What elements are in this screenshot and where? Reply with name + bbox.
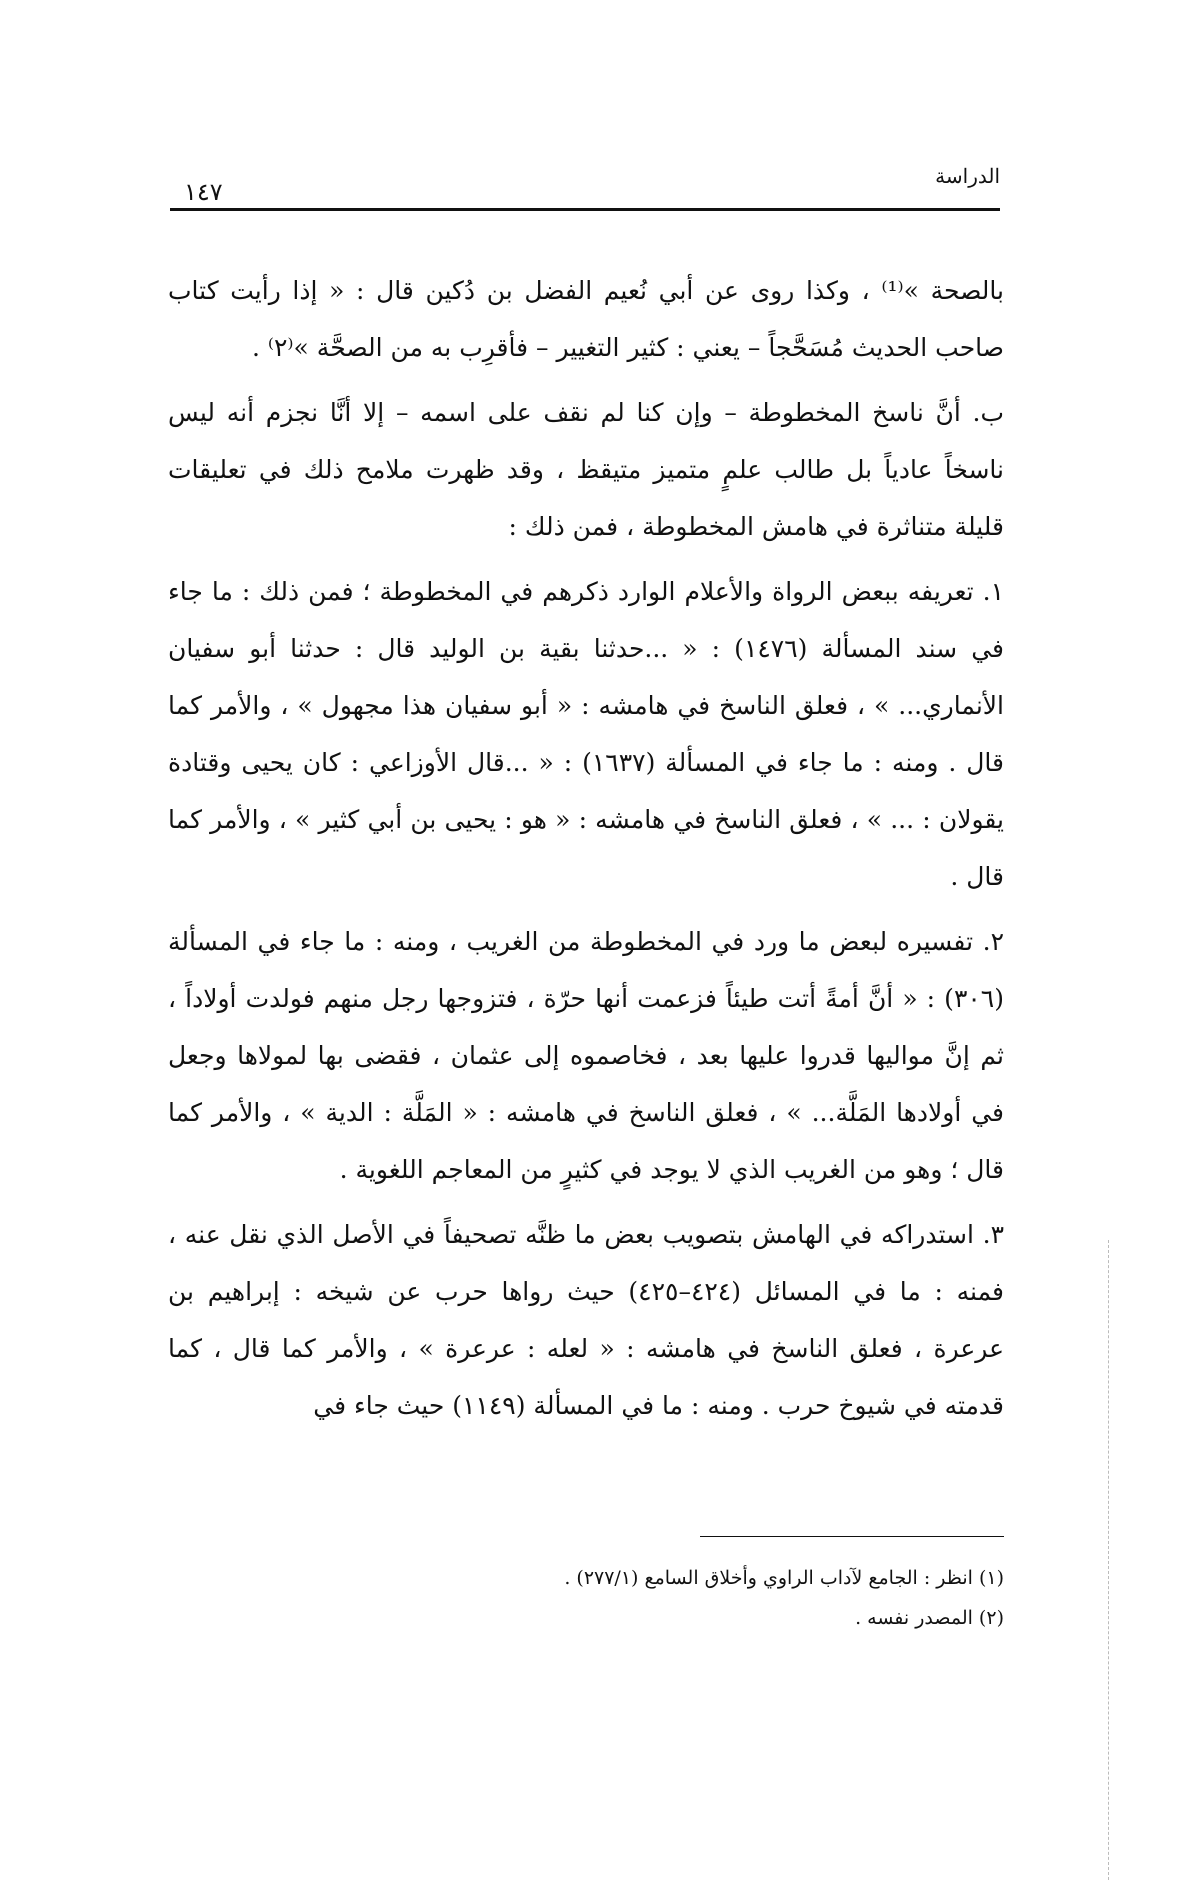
header-divider — [170, 208, 1000, 211]
paragraph-3: ١. تعريفه ببعض الرواة والأعلام الوارد ذكرهم في المخطوطة ؛ فمن ذلك : ما جاء في سند المسألة (١٤٧٦) : « ...حدثنا بقية بن الوليد قال : حدثنا أبو سفيان الأنماري... » ، فعلق الناسخ في هامشه : « أبو سفيان هذا مجهول » ، والأمر كما قال . ومنه : ما جاء في المسألة (١٦٣٧) : « ...قال الأوزاعي : كان يحيى وقتادة يقولان : ... » ، فعلق الناسخ في هامشه : « هو : يحيى بن أبي كثير » ، والأمر كما قال . — [168, 577, 1004, 891]
footnote-2: (٢) المصدر نفسه . — [855, 1607, 1004, 1629]
paragraph-2: ب. أنَّ ناسخ المخطوطة – وإن كنا لم نقف على اسمه – إلا أنَّا نجزم أنه ليس ناسخاً عادياً بل طالب علمٍ متميز متيقظ ، وقد ظهرت ملامح ذلك في تعليقات قليلة متناثرة في هامش المخطوطة ، فمن ذلك : — [168, 398, 1004, 541]
paragraph-5: ٣. استدراكه في الهامش بتصويب بعض ما ظنَّه تصحيفاً في الأصل الذي نقل عنه ، فمنه : ما في المسائل (٤٢٤–٤٢٥) حيث رواها حرب عن شيخه : إبراهيم بن عرعرة ، فعلق الناسخ في هامشه : « لعله : عرعرة » ، والأمر كما قال ، كما قدمته في شيوخ حرب . ومنه : ما في المسألة (١١٤٩) حيث جاء في — [168, 1220, 1005, 1420]
main-text — [168, 262, 1004, 1442]
running-header — [170, 160, 1000, 210]
section-title: الدراسة — [935, 164, 1000, 188]
footnote-1: (١) انظر : الجامع لآداب الراوي وأخلاق السامع (٢٧٧/١) . — [564, 1567, 1004, 1589]
paragraph-1: بالصحة »⁽¹⁾ ، وكذا روى عن أبي نُعيم الفضل بن دُكين قال : « إذا رأيت كتاب صاحب الحديث مُسَحَّجاً – يعني : كثير التغيير – فأقرِب به من الصحَّة »⁽٢⁾ . — [168, 276, 1005, 362]
page-number: ١٤٧ — [184, 178, 223, 206]
footnotes — [168, 1558, 1004, 1638]
footnote-divider — [700, 1536, 1004, 1537]
scan-edge-line — [1108, 1240, 1109, 1880]
paragraph-4: ٢. تفسيره لبعض ما ورد في المخطوطة من الغريب ، ومنه : ما جاء في المسألة (٣٠٦) : « أنَّ أمةً أتت طيئاً فزعمت أنها حرّة ، فتزوجها رجل منهم فولدت أولاداً ، ثم إنَّ مواليها قدروا عليها بعد ، فخاصموه إلى عثمان ، فقضى بها لمولاها وجعل في أولادها المَلَّة... » ، فعلق الناسخ في هامشه : « المَلَّة : الدية » ، والأمر كما قال ؛ وهو من الغريب الذي لا يوجد في كثيرٍ من المعاجم اللغوية . — [168, 927, 1004, 1184]
